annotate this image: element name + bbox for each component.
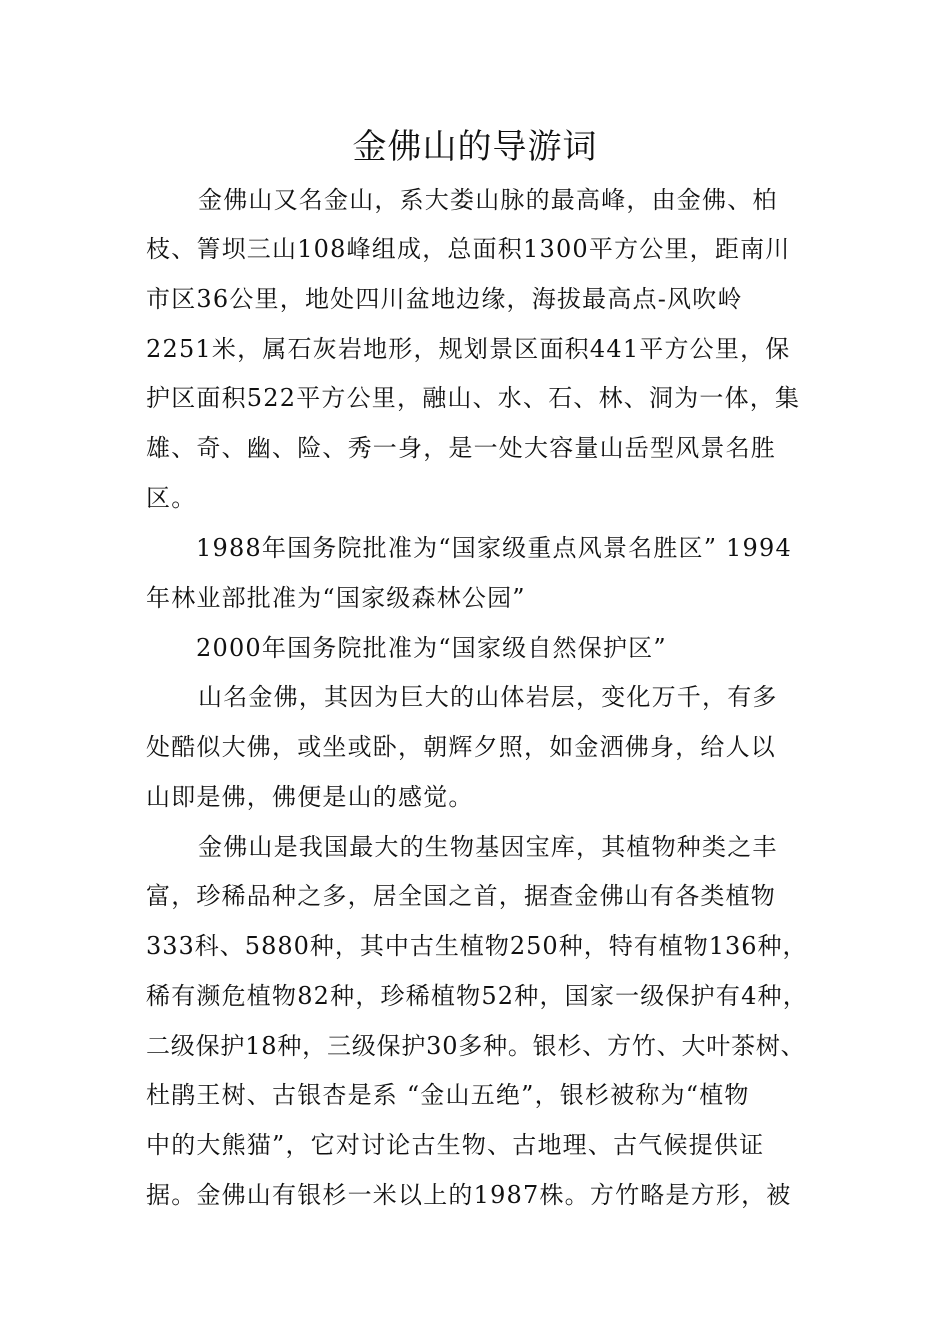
paragraph-line: 金佛山又名金山，系大娄山脉的最高峰，由金佛、柏 <box>198 186 778 214</box>
paragraph-line: 枝、箐坝三山108峰组成，总面积1300平方公里，距南川 <box>146 235 791 263</box>
paragraph-line: 1988年国务院批准为“国家级重点风景名胜区” 1994 <box>196 534 792 562</box>
paragraph-line: 山名金佛，其因为巨大的山体岩层，变化万千，有多 <box>198 683 778 711</box>
paragraph-line: 处酷似大佛，或坐或卧，朝辉夕照，如金洒佛身，给人以 <box>146 733 776 761</box>
paragraph-line: 区。 <box>146 484 197 512</box>
paragraph-line: 山即是佛，佛便是山的感觉。 <box>146 783 474 811</box>
paragraph-line: 市区36公里，地处四川盆地边缘，海拔最高点-风吹岭 <box>146 285 743 313</box>
paragraph-line: 雄、奇、幽、险、秀一身，是一处大容量山岳型风景名胜 <box>146 434 776 462</box>
paragraph-line: 稀有濒危植物82种，珍稀植物52种，国家一级保护有4种， <box>146 982 808 1010</box>
paragraph-line: 333科、5880种，其中古生植物250种，特有植物136种， <box>146 932 808 960</box>
paragraph-line: 据。金佛山有银杉一米以上的1987株。方竹略是方形，被 <box>146 1181 792 1209</box>
paragraph-line: 二级保护18种，三级保护30多种。银杉、方竹、大叶茶树、 <box>146 1032 806 1060</box>
page-title: 金佛山的导游词 <box>352 127 598 167</box>
paragraph-line: 金佛山是我国最大的生物基因宝库，其植物种类之丰 <box>198 833 778 861</box>
paragraph-line: 2000年国务院批准为“国家级自然保护区” <box>196 634 667 662</box>
paragraph-line: 护区面积522平方公里，融山、水、石、林、洞为一体，集 <box>146 384 801 412</box>
paragraph-line: 2251米，属石灰岩地形，规划景区面积441平方公里，保 <box>146 335 791 363</box>
paragraph-line: 杜鹃王树、古银杏是系 “金山五绝”，银杉被称为“植物 <box>146 1081 750 1109</box>
paragraph-line: 富，珍稀品种之多，居全国之首，据查金佛山有各类植物 <box>146 882 776 910</box>
paragraph-line: 中的大熊猫”，它对讨论古生物、古地理、古气候提供证 <box>146 1131 765 1159</box>
paragraph-line: 年林业部批准为“国家级森林公园” <box>146 584 526 612</box>
